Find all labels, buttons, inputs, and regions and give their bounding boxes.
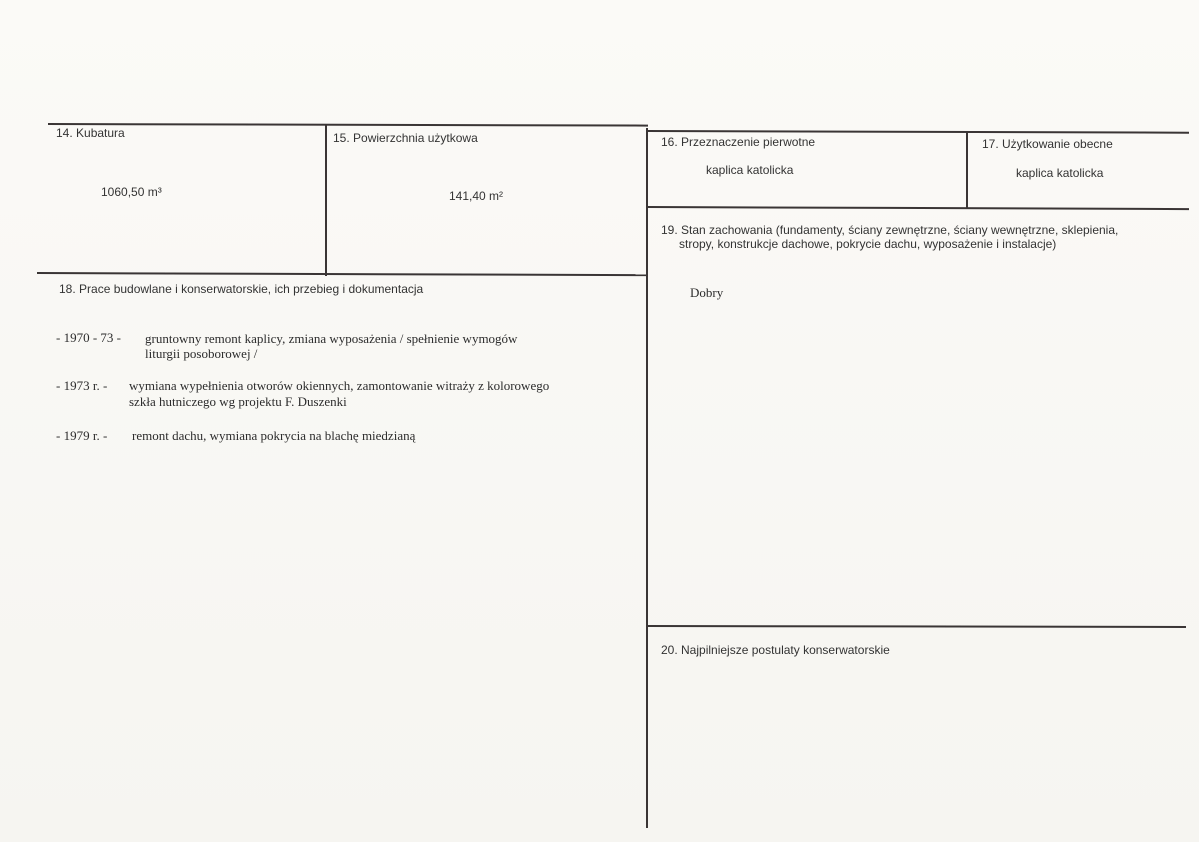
rule-above-20 bbox=[648, 625, 1186, 628]
entry-2-line1: wymiana wypełnienia otworów okiennych, zamontowanie witraży z kolorowego bbox=[129, 378, 550, 393]
top-rule-right bbox=[648, 130, 1189, 134]
rule-under-14-15 bbox=[37, 272, 647, 276]
entry-1-line1: gruntowny remont kaplicy, zmiana wyposażenia / spełnienie wymogów bbox=[145, 331, 518, 346]
field-19-label-line1: 19. Stan zachowania (fundamenty, ściany zewnętrzne, ściany wewnętrzne, sklepienia, bbox=[661, 223, 1119, 237]
field-17-value: kaplica katolicka bbox=[1016, 166, 1104, 180]
field-16-value: kaplica katolicka bbox=[706, 163, 794, 177]
field-19-label-line2: stropy, konstrukcje dachowe, pokrycie dachu, wyposażenie i instalacje) bbox=[679, 237, 1057, 251]
divider-14-15 bbox=[325, 124, 327, 276]
field-14-label: 14. Kubatura bbox=[56, 126, 125, 140]
field-17-label: 17. Użytkowanie obecne bbox=[982, 137, 1113, 151]
divider-16-17 bbox=[966, 131, 968, 208]
entry-2-line2: szkła hutniczego wg projektu F. Duszenki bbox=[129, 394, 347, 409]
field-15-value: 141,40 m² bbox=[449, 189, 504, 203]
field-20-label: 20. Najpilniejsze postulaty konserwatorskie bbox=[661, 643, 890, 657]
field-15-label: 15. Powierzchnia użytkowa bbox=[333, 131, 478, 145]
entry-3-date: - 1979 r. - bbox=[56, 428, 108, 443]
field-16-label: 16. Przeznaczenie pierwotne bbox=[661, 135, 816, 149]
field-14-value: 1060,50 m³ bbox=[101, 185, 162, 199]
entry-1-date: - 1970 - 73 - bbox=[56, 330, 121, 345]
top-rule-left bbox=[48, 123, 648, 127]
divider-center bbox=[646, 128, 648, 828]
entry-3-line1: remont dachu, wymiana pokrycia na blachę miedzianą bbox=[132, 428, 416, 443]
field-19-label bbox=[661, 223, 1161, 251]
rule-under-16-17 bbox=[648, 206, 1189, 210]
entry-1-line2: liturgii posoborowej / bbox=[145, 346, 258, 361]
field-19-value: Dobry bbox=[690, 285, 724, 300]
entry-2-date: - 1973 r. - bbox=[56, 378, 108, 393]
field-18-label: 18. Prace budowlane i konserwatorskie, ich przebieg i dokumentacja bbox=[59, 282, 424, 296]
